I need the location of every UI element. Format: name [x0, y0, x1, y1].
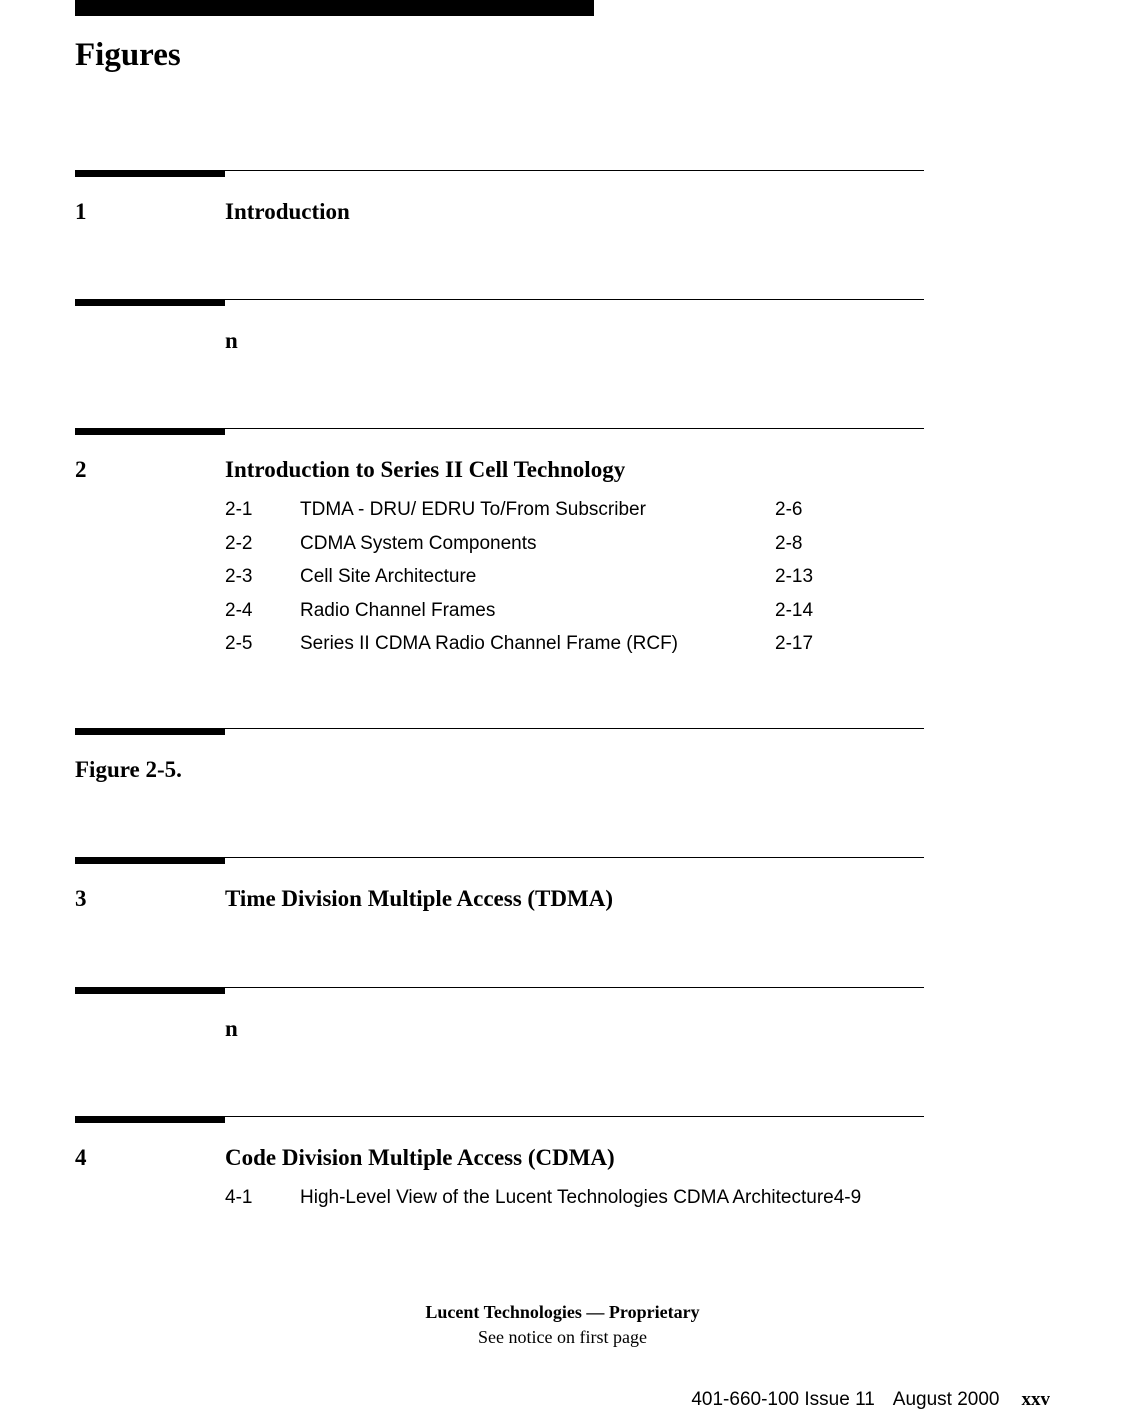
footer-company: Lucent Technologies — Proprietary [425, 1302, 700, 1322]
figure-title: Series II CDMA Radio Channel Frame (RCF) [300, 633, 678, 654]
figure-page: 2-8 [775, 532, 803, 554]
section-rule-bar [75, 428, 225, 435]
page-title: Figures [75, 37, 181, 73]
figure-entry[interactable] [225, 533, 925, 567]
footer-page-info [691, 1389, 1050, 1411]
footer-notice: See notice on first page [478, 1327, 647, 1347]
section-rule-bar [75, 728, 225, 735]
figure-entry[interactable] [225, 499, 925, 533]
figure-number: 2-1 [225, 499, 253, 520]
chapter-number: 1 [75, 199, 87, 224]
figure-number: 4-1 [225, 1187, 253, 1208]
figure-entry[interactable] [225, 600, 925, 634]
section-rule-bar [75, 1116, 225, 1123]
chapter-title: Time Division Multiple Access (TDMA) [225, 886, 613, 911]
figure-title: Cell Site Architecture [300, 566, 477, 587]
figure-number: 2-5 [225, 633, 253, 654]
section-rule-bar [75, 170, 225, 177]
figure-entry[interactable] [225, 1187, 925, 1221]
chapter-number: 4 [75, 1145, 87, 1170]
figure-title: CDMA System Components [300, 532, 537, 554]
section-heading: n [225, 1016, 238, 1041]
section-rule-bar [75, 857, 225, 864]
doc-date: August 2000 [892, 1389, 1000, 1410]
chapter-number: 2 [75, 457, 87, 482]
figure-page: 2-14 [775, 599, 814, 621]
chapter-title: Introduction to Series II Cell Technology [225, 457, 626, 482]
figure-page: 2-13 [775, 566, 814, 587]
figure-list [225, 499, 925, 667]
figure-label: Figure 2-5. [75, 757, 182, 782]
section-heading: n [225, 328, 238, 353]
chapter-title: Code Division Multiple Access (CDMA) [225, 1145, 615, 1170]
figure-number: 2-2 [225, 532, 253, 554]
figure-page: 2-6 [775, 499, 803, 520]
figure-number: 2-3 [225, 566, 253, 587]
figure-entry[interactable] [225, 566, 925, 600]
figure-number: 2-4 [225, 599, 253, 621]
chapter-title: Introduction [225, 199, 350, 224]
section-rule-bar [75, 987, 225, 994]
chapter-number: 3 [75, 886, 87, 911]
figure-title: High-Level View of the Lucent Technologies CDMA Architecture4-9 [300, 1187, 862, 1208]
section-rule-bar [75, 299, 225, 306]
figure-entry[interactable] [225, 633, 925, 667]
figure-page: 2-17 [775, 633, 814, 654]
header-bar [75, 0, 594, 16]
figure-list [225, 1187, 925, 1221]
page-number: xxv [1021, 1389, 1050, 1410]
doc-number: 401-660-100 Issue 11 [691, 1389, 875, 1410]
figure-title: Radio Channel Frames [300, 599, 496, 621]
figure-title: TDMA - DRU/ EDRU To/From Subscriber [300, 499, 646, 520]
